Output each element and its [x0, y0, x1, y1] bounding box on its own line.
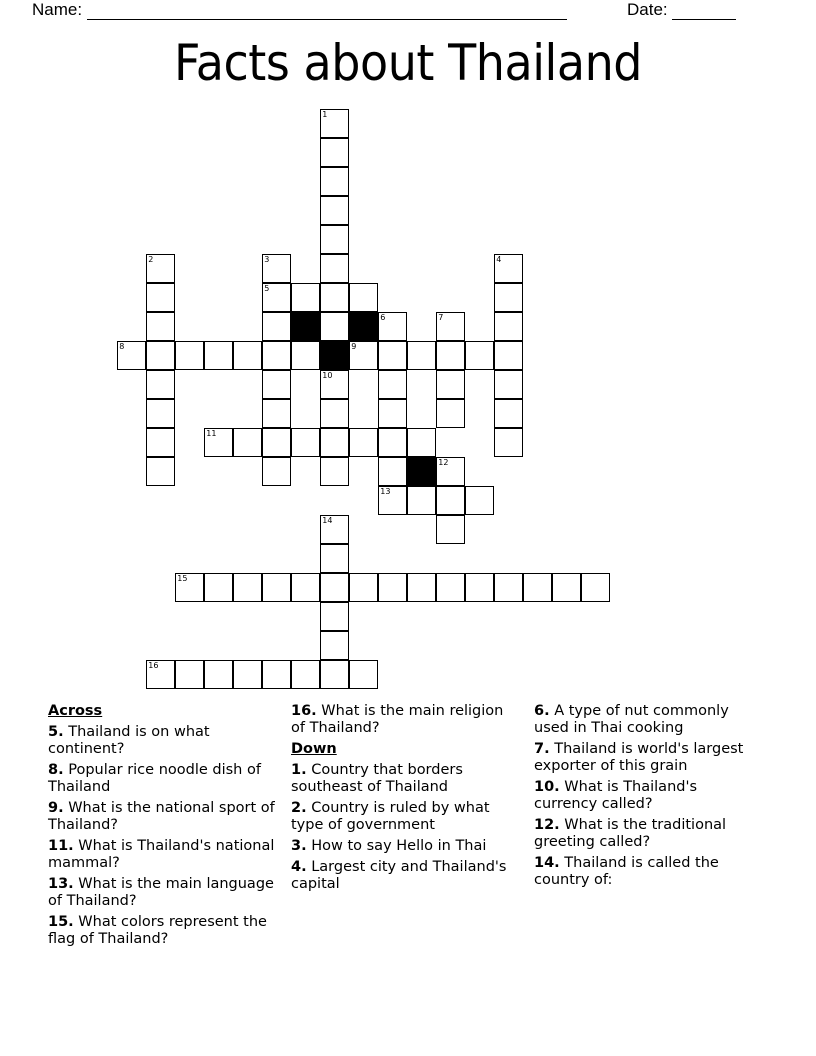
answer-cell[interactable]	[349, 283, 378, 312]
answer-cell[interactable]	[465, 341, 494, 370]
clue-column-3	[534, 703, 764, 893]
clue-number: 16	[148, 661, 159, 671]
clue-number: 15.	[48, 914, 74, 930]
answer-cell[interactable]	[494, 399, 523, 428]
clue-number: 11.	[48, 838, 74, 854]
clue-number: 15	[177, 574, 188, 584]
answer-cell[interactable]	[262, 283, 291, 312]
clue-number: 10	[322, 371, 333, 381]
clue-text: How to say Hello in Thai	[311, 838, 487, 854]
answer-cell[interactable]	[233, 428, 262, 457]
clue-number: 3.	[291, 838, 307, 854]
answer-cell[interactable]	[494, 312, 523, 341]
answer-cell[interactable]	[465, 573, 494, 602]
clue-number: 10.	[534, 779, 560, 795]
clue-number: 6.	[534, 703, 550, 719]
answer-cell[interactable]	[378, 457, 407, 486]
answer-cell[interactable]	[378, 428, 407, 457]
answer-cell[interactable]	[494, 573, 523, 602]
answer-cell[interactable]	[407, 573, 436, 602]
answer-cell[interactable]	[378, 486, 407, 515]
answer-cell[interactable]	[581, 573, 610, 602]
answer-cell[interactable]	[262, 573, 291, 602]
answer-cell[interactable]	[204, 428, 233, 457]
answer-cell[interactable]	[146, 254, 175, 283]
clue-number: 16.	[291, 703, 317, 719]
answer-cell[interactable]	[262, 457, 291, 486]
answer-cell[interactable]	[233, 341, 262, 370]
clue-number: 9.	[48, 800, 64, 816]
clue-number: 8.	[48, 762, 64, 778]
name-line	[87, 3, 567, 20]
answer-cell[interactable]	[436, 370, 465, 399]
clue-text: Country that borders southeast of Thailand	[291, 762, 463, 795]
black-cell	[407, 457, 436, 486]
answer-cell[interactable]	[291, 573, 320, 602]
answer-cell[interactable]	[320, 283, 349, 312]
clue-number: 8	[119, 342, 125, 352]
clue-text: What colors represent the flag of Thailand?	[48, 914, 267, 947]
clue-item	[534, 703, 764, 737]
date-line	[672, 3, 736, 20]
answer-cell[interactable]	[378, 341, 407, 370]
clue-item	[534, 779, 764, 813]
answer-cell[interactable]	[175, 660, 204, 689]
answer-cell[interactable]	[291, 428, 320, 457]
clue-number: 7.	[534, 741, 550, 757]
answer-cell[interactable]	[436, 341, 465, 370]
answer-cell[interactable]	[407, 486, 436, 515]
answer-cell[interactable]	[320, 254, 349, 283]
clue-text: What is the main language of Thailand?	[48, 876, 274, 909]
clue-number: 4.	[291, 859, 307, 875]
clue-text: Largest city and Thailand's capital	[291, 859, 507, 892]
clue-text: A type of nut commonly used in Thai cooking	[534, 703, 729, 736]
clue-column-1	[48, 703, 278, 952]
answer-cell[interactable]	[262, 370, 291, 399]
answer-cell[interactable]	[204, 660, 233, 689]
clue-number: 14	[322, 516, 333, 526]
black-cell	[291, 312, 320, 341]
clue-item	[48, 724, 278, 758]
clue-text: What is the main religion of Thailand?	[291, 703, 504, 736]
answer-cell[interactable]	[349, 660, 378, 689]
answer-cell[interactable]	[204, 573, 233, 602]
clue-text: What is Thailand's currency called?	[534, 779, 698, 812]
answer-cell[interactable]	[436, 312, 465, 341]
clue-item	[48, 800, 278, 834]
clue-number: 9	[351, 342, 357, 352]
clue-item	[48, 762, 278, 796]
answer-cell[interactable]	[320, 196, 349, 225]
answer-cell[interactable]	[494, 283, 523, 312]
date-label: Date:	[627, 0, 668, 19]
clue-number: 1.	[291, 762, 307, 778]
answer-cell[interactable]	[291, 341, 320, 370]
answer-cell[interactable]	[407, 341, 436, 370]
answer-cell[interactable]	[204, 341, 233, 370]
black-cell	[349, 312, 378, 341]
clue-item	[48, 876, 278, 910]
clue-number: 5.	[48, 724, 64, 740]
name-label: Name:	[32, 0, 83, 19]
answer-cell[interactable]	[291, 660, 320, 689]
answer-cell[interactable]	[146, 341, 175, 370]
answer-cell[interactable]	[262, 254, 291, 283]
answer-cell[interactable]	[320, 660, 349, 689]
clue-number: 12	[438, 458, 449, 468]
answer-cell[interactable]	[320, 544, 349, 573]
answer-cell[interactable]	[320, 370, 349, 399]
answer-cell[interactable]	[146, 660, 175, 689]
answer-cell[interactable]	[494, 370, 523, 399]
answer-cell[interactable]	[320, 225, 349, 254]
clue-item	[534, 817, 764, 851]
answer-cell[interactable]	[262, 399, 291, 428]
answer-cell[interactable]	[146, 370, 175, 399]
answer-cell[interactable]	[320, 573, 349, 602]
clue-text: What is Thailand's national mammal?	[48, 838, 275, 871]
clue-number: 3	[264, 255, 270, 265]
answer-cell[interactable]	[378, 370, 407, 399]
clue-text: Thailand is on what continent?	[48, 724, 210, 757]
answer-cell[interactable]	[320, 602, 349, 631]
answer-cell[interactable]	[146, 457, 175, 486]
answer-cell[interactable]	[146, 312, 175, 341]
clue-number: 13.	[48, 876, 74, 892]
clue-number: 2.	[291, 800, 307, 816]
answer-cell[interactable]	[349, 573, 378, 602]
clue-text: Thailand is called the country of:	[534, 855, 719, 888]
name-field[interactable]	[32, 0, 567, 20]
answer-cell[interactable]	[233, 660, 262, 689]
clue-number: 1	[322, 110, 328, 120]
clue-item	[291, 762, 521, 796]
clue-item	[534, 741, 764, 775]
clue-item	[291, 703, 521, 737]
answer-cell[interactable]	[175, 341, 204, 370]
answer-cell[interactable]	[320, 312, 349, 341]
answer-cell[interactable]	[262, 660, 291, 689]
clue-column-2	[291, 703, 521, 897]
answer-cell[interactable]	[146, 283, 175, 312]
clue-number: 6	[380, 313, 386, 323]
clue-text: What is the national sport of Thailand?	[48, 800, 275, 833]
answer-cell[interactable]	[320, 428, 349, 457]
answer-cell[interactable]	[320, 138, 349, 167]
answer-cell[interactable]	[291, 283, 320, 312]
answer-cell[interactable]	[378, 573, 407, 602]
date-field[interactable]	[627, 0, 736, 20]
clue-number: 4	[496, 255, 502, 265]
clue-text: What is the traditional greeting called?	[534, 817, 727, 850]
answer-cell[interactable]	[262, 341, 291, 370]
answer-cell[interactable]	[436, 457, 465, 486]
clue-item	[48, 914, 278, 948]
clue-item	[291, 838, 521, 855]
clue-number: 11	[206, 429, 217, 439]
clue-text: Popular rice noodle dish of Thailand	[48, 762, 261, 795]
answer-cell[interactable]	[378, 312, 407, 341]
clue-number: 2	[148, 255, 154, 265]
answer-cell[interactable]	[436, 486, 465, 515]
answer-cell[interactable]	[320, 399, 349, 428]
answer-cell[interactable]	[349, 341, 378, 370]
clue-item	[534, 855, 764, 889]
clue-item	[48, 838, 278, 872]
answer-cell[interactable]	[320, 515, 349, 544]
answer-cell[interactable]	[436, 573, 465, 602]
answer-cell[interactable]	[378, 399, 407, 428]
clue-number: 12.	[534, 817, 560, 833]
answer-cell[interactable]	[494, 341, 523, 370]
answer-cell[interactable]	[349, 428, 378, 457]
clue-item	[291, 859, 521, 893]
clue-number: 5	[264, 284, 270, 294]
clue-number: 13	[380, 487, 391, 497]
answer-cell[interactable]	[146, 399, 175, 428]
answer-cell[interactable]	[320, 109, 349, 138]
answer-cell[interactable]	[407, 428, 436, 457]
clue-text: Thailand is world's largest exporter of this grain	[534, 741, 744, 774]
across-heading: Across	[48, 703, 103, 719]
clue-item	[291, 800, 521, 834]
answer-cell[interactable]	[436, 399, 465, 428]
clue-number: 7	[438, 313, 444, 323]
answer-cell[interactable]	[320, 167, 349, 196]
answer-cell[interactable]	[494, 428, 523, 457]
answer-cell[interactable]	[320, 457, 349, 486]
answer-cell[interactable]	[320, 631, 349, 660]
clue-number: 14.	[534, 855, 560, 871]
down-heading: Down	[291, 741, 337, 757]
clue-text: Country is ruled by what type of government	[291, 800, 490, 833]
answer-cell[interactable]	[465, 486, 494, 515]
answer-cell[interactable]	[523, 573, 552, 602]
answer-cell[interactable]	[233, 573, 262, 602]
answer-cell[interactable]	[494, 254, 523, 283]
answer-cell[interactable]	[262, 428, 291, 457]
answer-cell[interactable]	[175, 573, 204, 602]
answer-cell[interactable]	[552, 573, 581, 602]
black-cell	[320, 341, 349, 370]
answer-cell[interactable]	[117, 341, 146, 370]
answer-cell[interactable]	[436, 515, 465, 544]
answer-cell[interactable]	[146, 428, 175, 457]
answer-cell[interactable]	[262, 312, 291, 341]
page-title: Facts about Thailand	[173, 34, 643, 92]
